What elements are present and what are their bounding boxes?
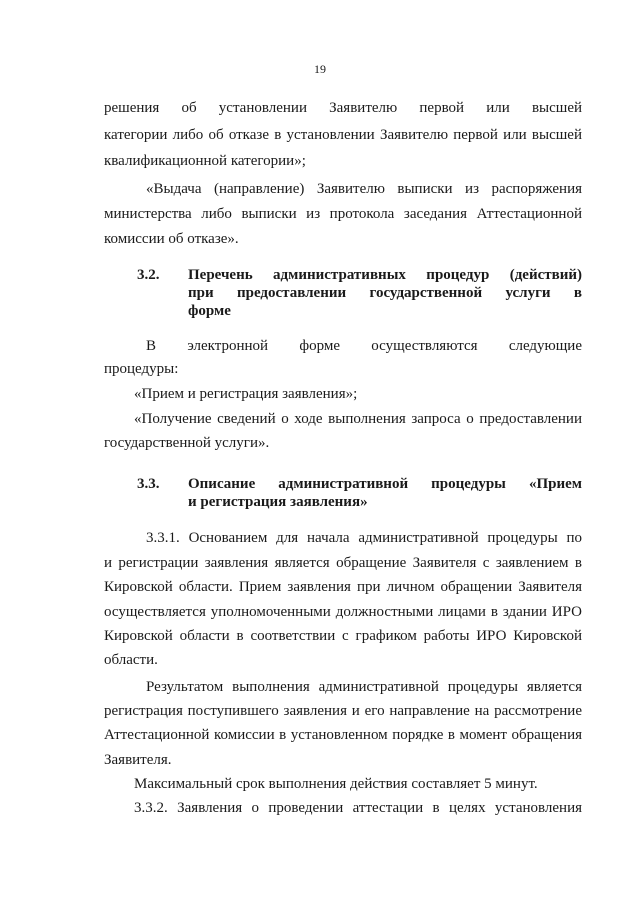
section-heading-line: при предоставлении государственной услуги в	[188, 285, 582, 301]
list-item: «Прием и регистрация заявления»;	[134, 386, 358, 402]
section-heading-line: Описание административной процедуры «Прием	[188, 476, 582, 492]
paragraph-line: 3.3.2. Заявления о проведении аттестации в целях установления	[134, 800, 582, 816]
paragraph-line: категории либо об отказе в установлении Заявителю первой или высшей	[104, 127, 582, 143]
paragraph-line: министерства либо выписки из протокола заседания Аттестационной	[104, 206, 582, 222]
paragraph-line: области.	[104, 652, 158, 668]
section-heading-line: форме	[188, 303, 231, 319]
paragraph-line: Максимальный срок выполнения действия составляет 5 минут.	[134, 776, 538, 792]
paragraph-line: и регистрации заявления является обращение Заявителя с заявлением в	[104, 555, 582, 571]
paragraph-line: квалификационной категории»;	[104, 153, 306, 169]
section-heading-line: и регистрация заявления»	[188, 494, 368, 510]
paragraph-line: осуществляется уполномоченными должностными лицами в здании ИРО	[104, 604, 582, 620]
section-heading-line: Перечень административных процедур (действий)	[188, 267, 582, 283]
paragraph-line: 3.3.1. Основанием для начала административной процедуры по	[146, 530, 582, 546]
paragraph-line: Кировской области в соответствии с графиком работы ИРО Кировской	[104, 628, 582, 644]
paragraph-line: Аттестационной комиссии в установленном порядке в момент обращения	[104, 727, 582, 743]
paragraph-line: комиссии об отказе».	[104, 231, 239, 247]
paragraph-line: «Выдача (направление) Заявителю выписки из распоряжения	[146, 181, 582, 197]
paragraph-line: регистрация поступившего заявления и его направление на рассмотрение	[104, 703, 582, 719]
section-number: 3.3.	[137, 476, 160, 492]
paragraph-line: государственной услуги».	[104, 435, 270, 451]
paragraph-line: Кировской области. Прием заявления при личном обращении Заявителя	[104, 579, 582, 595]
paragraph-line: Заявителя.	[104, 752, 172, 768]
paragraph-line: Результатом выполнения административной процедуры является	[146, 679, 582, 695]
paragraph-line: процедуры:	[104, 361, 179, 377]
list-item: «Получение сведений о ходе выполнения запроса о предоставлении	[134, 411, 582, 427]
section-number: 3.2.	[137, 267, 160, 283]
paragraph-line: решения об установлении Заявителю первой или высшей	[104, 100, 582, 116]
paragraph-line: В электронной форме осуществляются следующие	[146, 338, 582, 354]
page-number: 19	[314, 62, 326, 76]
